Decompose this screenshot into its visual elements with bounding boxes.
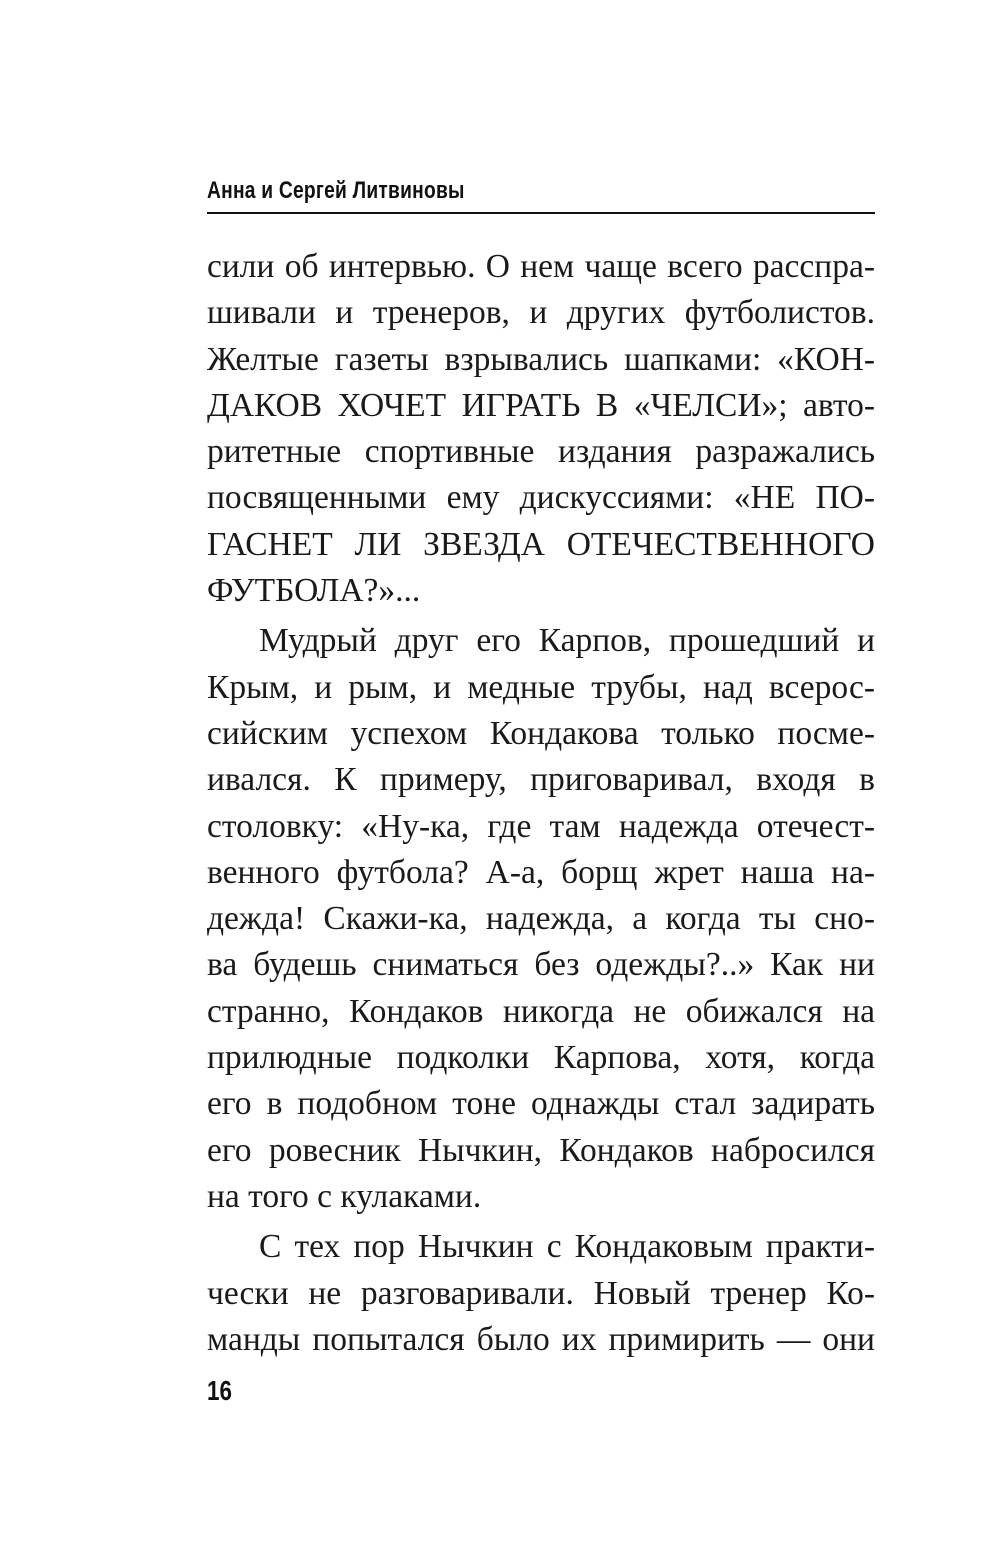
text-line: его в подобном тоне однажды стал задирать — [207, 1085, 875, 1123]
text-line: сийским успехом Кондакова только посме- — [207, 714, 875, 752]
text-line: венного футбола? А-а, борщ жрет наша на- — [207, 853, 875, 891]
running-header: Анна и Сергей Литвиновы — [207, 177, 465, 204]
text-line: ритетные спортивные издания разражались — [207, 433, 875, 471]
text-line: С тех пор Нычкин с Кондаковым практи- — [259, 1228, 875, 1266]
text-line: ДАКОВ ХОЧЕТ ИГРАТЬ В «ЧЕЛСИ»; авто- — [207, 386, 875, 424]
text-line: сили об интервью. О нем чаще всего расспра- — [207, 248, 875, 285]
text-line: дежда! Скажи-ка, надежда, а когда ты сно- — [207, 900, 875, 938]
text-line: на того с кулаками. — [207, 1177, 482, 1215]
page-number: 16 — [207, 1375, 232, 1406]
text-line: манды попытался было их примирить — они — [207, 1320, 875, 1358]
text-line: посвященными ему дискуссиями: «НЕ ПО- — [207, 479, 875, 517]
text-line: чески не разговаривали. Новый тренер Ко- — [207, 1274, 875, 1312]
text-line: Крым, и рым, и медные трубы, над всерос- — [207, 668, 875, 706]
text-line: столовку: «Ну-ка, где там надежда отечест- — [207, 807, 875, 845]
text-line: Мудрый друг его Карпов, прошедший и — [259, 622, 875, 660]
text-line: Желтые газеты взрывались шапками: «КОН- — [207, 340, 875, 378]
text-line: прилюдные подколки Карпова, хотя, когда — [207, 1039, 875, 1077]
text-line: его ровесник Нычкин, Кондаков набросился — [207, 1131, 875, 1169]
text-line: ивался. К примеру, приговаривал, входя в — [207, 761, 875, 799]
header-rule — [207, 212, 875, 214]
body-text — [207, 244, 875, 1363]
text-line: ГАСНЕТ ЛИ ЗВЕЗДА ОТЕЧЕСТВЕННОГО — [207, 525, 875, 563]
text-line: ва будешь сниматься без одежды?..» Как ни — [207, 946, 875, 984]
text-line: шивали и тренеров, и других футболистов. — [207, 294, 875, 332]
text-line: ФУТБОЛА?»... — [207, 572, 421, 610]
text-line: странно, Кондаков никогда не обижался на — [207, 992, 875, 1030]
